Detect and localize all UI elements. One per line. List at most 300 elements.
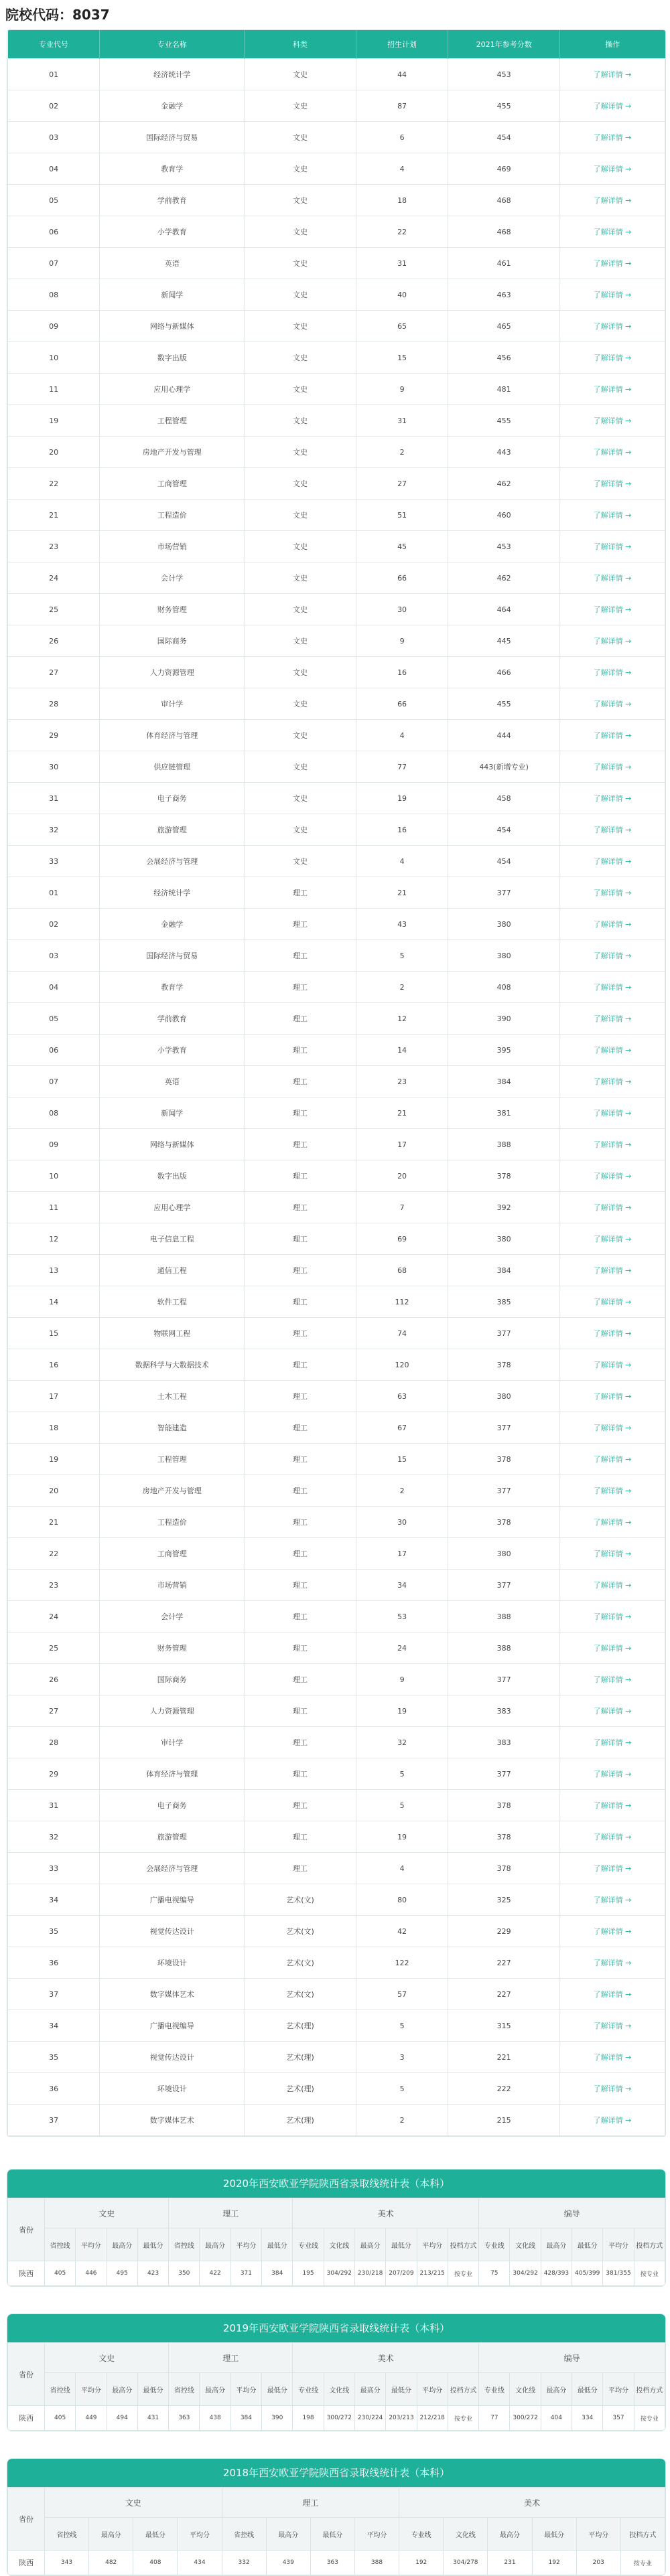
plan-count-cell: 77 (356, 751, 448, 783)
score-value-cell: 332 (222, 2551, 266, 2575)
sub-header: 平均分 (417, 2228, 448, 2261)
major-name-cell: 视觉传达设计 (100, 2042, 245, 2073)
major-name-cell: 工程管理 (100, 405, 245, 437)
major-name-cell: 市场营销 (100, 531, 245, 562)
plan-count-cell: 6 (356, 122, 448, 153)
table-row (8, 2406, 665, 2431)
major-name-cell: 数字媒体艺术 (100, 2105, 245, 2136)
detail-link[interactable]: 了解详情 → (560, 1947, 665, 1979)
subject-type-cell: 理工 (245, 1664, 356, 1695)
major-code-cell: 32 (8, 814, 100, 846)
detail-link[interactable]: 了解详情 → (560, 153, 665, 185)
plan-count-cell: 44 (356, 59, 448, 90)
score-cell: 462 (448, 468, 560, 500)
major-name-cell: 广播电视编导 (100, 1884, 245, 1916)
score-value-cell: 300/272 (510, 2406, 541, 2431)
score-cell: 408 (448, 972, 560, 1003)
major-name-cell: 数字出版 (100, 342, 245, 374)
major-code-cell: 07 (8, 1066, 100, 1097)
major-name-cell: 视觉传达设计 (100, 1916, 245, 1947)
detail-link[interactable]: 了解详情 → (560, 1412, 665, 1444)
score-value-cell: 343 (45, 2551, 89, 2575)
score-value-cell: 405 (45, 2261, 76, 2286)
sub-header: 最低分 (572, 2228, 603, 2261)
score-cell: 388 (448, 1633, 560, 1664)
stat-table (7, 2487, 665, 2575)
detail-link[interactable]: 了解详情 → (560, 1318, 665, 1349)
table-row (8, 688, 665, 720)
major-name-cell: 应用心理学 (100, 374, 245, 405)
detail-link[interactable]: 了解详情 → (560, 657, 665, 688)
plan-count-cell: 9 (356, 625, 448, 657)
detail-link[interactable]: 了解详情 → (560, 783, 665, 814)
detail-link[interactable]: 了解详情 → (560, 1192, 665, 1223)
sub-header: 最低分 (572, 2373, 603, 2406)
detail-link[interactable]: 了解详情 → (560, 814, 665, 846)
table-row (8, 846, 665, 877)
detail-link[interactable]: 了解详情 → (560, 279, 665, 311)
score-value-cell: 230/218 (354, 2261, 385, 2286)
major-name-cell: 国际商务 (100, 625, 245, 657)
plan-count-cell: 5 (356, 940, 448, 972)
subject-type-cell: 文史 (245, 720, 356, 751)
sub-header: 专业线 (293, 2373, 324, 2406)
plan-count-cell: 34 (356, 1570, 448, 1601)
detail-link[interactable]: 了解详情 → (560, 185, 665, 216)
table-row (8, 1853, 665, 1884)
score-cell: 377 (448, 1758, 560, 1790)
score-cell: 384 (448, 1066, 560, 1097)
sub-header: 专业线 (479, 2373, 510, 2406)
major-code-cell: 23 (8, 1570, 100, 1601)
subject-type-cell: 理工 (245, 1160, 356, 1192)
group-header: 美术 (293, 2343, 479, 2373)
detail-link[interactable]: 了解详情 → (560, 909, 665, 940)
major-name-cell: 数据科学与大数据技术 (100, 1349, 245, 1381)
plan-count-cell: 69 (356, 1223, 448, 1255)
detail-link[interactable]: 了解详情 → (560, 940, 665, 972)
table-row (8, 374, 665, 405)
detail-link[interactable]: 了解详情 → (560, 751, 665, 783)
detail-link[interactable]: 了解详情 → (560, 1821, 665, 1853)
major-code-cell: 01 (8, 59, 100, 90)
detail-link[interactable]: 了解详情 → (560, 1758, 665, 1790)
province-cell: 陕西 (8, 2406, 45, 2431)
subject-type-cell: 文史 (245, 594, 356, 625)
detail-link[interactable]: 了解详情 → (560, 437, 665, 468)
subject-type-cell: 文史 (245, 500, 356, 531)
major-name-cell: 体育经济与管理 (100, 1758, 245, 1790)
plan-count-cell: 4 (356, 1853, 448, 1884)
subject-type-cell: 文史 (245, 59, 356, 90)
subject-type-cell: 文史 (245, 216, 356, 248)
major-name-cell: 经济统计学 (100, 59, 245, 90)
major-name-cell: 软件工程 (100, 1286, 245, 1318)
plan-count-cell: 4 (356, 153, 448, 185)
detail-link[interactable]: 了解详情 → (560, 1664, 665, 1695)
detail-link[interactable]: 了解详情 → (560, 846, 665, 877)
score-cell: 464 (448, 594, 560, 625)
sub-header: 最高分 (89, 2518, 133, 2551)
score-value-cell: 207/209 (386, 2261, 417, 2286)
group-header: 美术 (399, 2488, 665, 2518)
subject-type-cell: 文史 (245, 783, 356, 814)
table-row (8, 1916, 665, 1947)
stat-table-2020 (7, 2169, 666, 2287)
major-name-cell: 国际经济与贸易 (100, 122, 245, 153)
score-value-cell: 423 (137, 2261, 168, 2286)
sub-header: 最高分 (354, 2228, 385, 2261)
detail-link[interactable]: 了解详情 → (560, 1097, 665, 1129)
detail-link[interactable]: 了解详情 → (560, 1695, 665, 1727)
table-row (8, 1884, 665, 1916)
score-value-cell: 203/213 (386, 2406, 417, 2431)
score-value-cell: 230/224 (354, 2406, 385, 2431)
detail-link[interactable]: 了解详情 → (560, 1916, 665, 1947)
detail-link[interactable]: 了解详情 → (560, 877, 665, 909)
major-code-cell: 35 (8, 1916, 100, 1947)
subject-type-cell: 理工 (245, 1475, 356, 1507)
subject-type-cell: 艺术(文) (245, 1884, 356, 1916)
plan-count-cell: 15 (356, 342, 448, 374)
subject-type-cell: 文史 (245, 468, 356, 500)
table-row (8, 59, 665, 90)
detail-link[interactable]: 了解详情 → (560, 1129, 665, 1160)
sub-header: 平均分 (230, 2228, 261, 2261)
plan-count-cell: 43 (356, 909, 448, 940)
plan-count-cell: 122 (356, 1947, 448, 1979)
detail-link[interactable]: 了解详情 → (560, 2010, 665, 2042)
major-name-cell: 工商管理 (100, 1538, 245, 1570)
sub-header: 投档方式 (448, 2373, 478, 2406)
table-row (8, 1538, 665, 1570)
detail-link[interactable]: 了解详情 → (560, 500, 665, 531)
detail-link[interactable]: 了解详情 → (560, 1507, 665, 1538)
detail-link[interactable]: 了解详情 → (560, 1538, 665, 1570)
table-row (8, 1821, 665, 1853)
plan-count-cell: 2 (356, 437, 448, 468)
table-row (8, 594, 665, 625)
plan-count-cell: 30 (356, 594, 448, 625)
plan-count-cell: 80 (356, 1884, 448, 1916)
subject-type-cell: 理工 (245, 1318, 356, 1349)
table-row (8, 342, 665, 374)
major-code-cell: 34 (8, 2010, 100, 2042)
detail-link[interactable]: 了解详情 → (560, 1223, 665, 1255)
score-value-cell: 384 (230, 2406, 261, 2431)
detail-link[interactable]: 了解详情 → (560, 972, 665, 1003)
subject-type-cell: 理工 (245, 1381, 356, 1412)
table-row (8, 657, 665, 688)
score-value-cell: 按专业 (620, 2551, 665, 2575)
major-name-cell: 财务管理 (100, 594, 245, 625)
subject-type-cell: 理工 (245, 1633, 356, 1664)
detail-link[interactable]: 了解详情 → (560, 1884, 665, 1916)
detail-link[interactable]: 了解详情 → (560, 1853, 665, 1884)
score-cell: 454 (448, 846, 560, 877)
major-code-cell: 31 (8, 1790, 100, 1821)
stat-table (7, 2342, 665, 2431)
table-row (8, 1223, 665, 1255)
score-cell: 378 (448, 1444, 560, 1475)
stat-table (7, 2198, 665, 2286)
score-value-cell: 381/355 (603, 2261, 634, 2286)
detail-link[interactable]: 了解详情 → (560, 688, 665, 720)
table-row (8, 1066, 665, 1097)
score-cell: 380 (448, 940, 560, 972)
major-code-cell: 18 (8, 1412, 100, 1444)
plan-count-cell: 22 (356, 216, 448, 248)
detail-link[interactable]: 了解详情 → (560, 1601, 665, 1633)
subject-type-cell: 理工 (245, 1695, 356, 1727)
subject-type-cell: 理工 (245, 1444, 356, 1475)
plan-count-cell: 4 (356, 720, 448, 751)
major-code-cell: 19 (8, 1444, 100, 1475)
subject-type-cell: 文史 (245, 185, 356, 216)
detail-link[interactable]: 了解详情 → (560, 90, 665, 122)
detail-link[interactable]: 了解详情 → (560, 1444, 665, 1475)
detail-link[interactable]: 了解详情 → (560, 468, 665, 500)
score-value-cell: 357 (603, 2406, 634, 2431)
table-row (8, 2551, 665, 2575)
score-value-cell: 按专业 (448, 2406, 478, 2431)
sub-header: 最低分 (386, 2228, 417, 2261)
province-header: 省份 (8, 2488, 45, 2551)
sub-header: 平均分 (178, 2518, 222, 2551)
sub-header: 最低分 (310, 2518, 354, 2551)
score-value-cell: 198 (293, 2406, 324, 2431)
detail-link[interactable]: 了解详情 → (560, 1066, 665, 1097)
group-header: 理工 (222, 2488, 399, 2518)
detail-link[interactable]: 了解详情 → (560, 122, 665, 153)
score-cell: 383 (448, 1727, 560, 1758)
major-code-cell: 14 (8, 1286, 100, 1318)
major-code-cell: 13 (8, 1255, 100, 1286)
plan-count-cell: 67 (356, 1412, 448, 1444)
score-value-cell: 363 (169, 2406, 200, 2431)
major-name-cell: 人力资源管理 (100, 1695, 245, 1727)
major-code-cell: 24 (8, 562, 100, 594)
plan-count-cell: 24 (356, 1633, 448, 1664)
score-value-cell: 213/215 (417, 2261, 448, 2286)
score-value-cell: 334 (572, 2406, 603, 2431)
detail-link[interactable]: 了解详情 → (560, 2042, 665, 2073)
plan-count-cell: 5 (356, 1790, 448, 1821)
sub-header: 最低分 (137, 2373, 168, 2406)
subject-type-cell: 艺术(理) (245, 2042, 356, 2073)
major-code-cell: 34 (8, 1884, 100, 1916)
plan-count-cell: 45 (356, 531, 448, 562)
detail-link[interactable]: 了解详情 → (560, 1633, 665, 1664)
score-cell: 444 (448, 720, 560, 751)
score-value-cell: 405/399 (572, 2261, 603, 2286)
score-cell: 458 (448, 783, 560, 814)
detail-link[interactable]: 了解详情 → (560, 59, 665, 90)
major-name-cell: 物联网工程 (100, 1318, 245, 1349)
table-row (8, 751, 665, 783)
table-row (8, 1160, 665, 1192)
plan-count-cell: 2 (356, 972, 448, 1003)
detail-link[interactable]: 了解详情 → (560, 1035, 665, 1066)
score-value-cell: 449 (76, 2406, 107, 2431)
subject-type-cell: 艺术(文) (245, 1947, 356, 1979)
subject-type-cell: 文史 (245, 374, 356, 405)
header-subject-type: 科类 (245, 30, 356, 59)
score-value-cell: 300/272 (324, 2406, 354, 2431)
score-value-cell: 按专业 (634, 2261, 665, 2286)
province-cell: 陕西 (8, 2551, 45, 2575)
score-cell: 455 (448, 90, 560, 122)
table-row (8, 1412, 665, 1444)
detail-link[interactable]: 了解详情 → (560, 1003, 665, 1035)
score-cell: 227 (448, 1947, 560, 1979)
major-name-cell: 体育经济与管理 (100, 720, 245, 751)
major-name-cell: 金融学 (100, 909, 245, 940)
score-cell: 468 (448, 216, 560, 248)
detail-link[interactable]: 了解详情 → (560, 1286, 665, 1318)
sub-header: 最高分 (200, 2373, 230, 2406)
detail-link[interactable]: 了解详情 → (560, 1255, 665, 1286)
score-cell: 460 (448, 500, 560, 531)
score-value-cell: 384 (262, 2261, 293, 2286)
sub-header: 专业线 (479, 2228, 510, 2261)
detail-link[interactable]: 了解详情 → (560, 720, 665, 751)
table-row (8, 1318, 665, 1349)
major-name-cell: 会计学 (100, 1601, 245, 1633)
table-row (8, 1507, 665, 1538)
subject-type-cell: 理工 (245, 1286, 356, 1318)
sub-header: 平均分 (76, 2228, 107, 2261)
subject-type-cell: 文史 (245, 814, 356, 846)
major-name-cell: 国际商务 (100, 1664, 245, 1695)
plan-count-cell: 5 (356, 2073, 448, 2105)
detail-link[interactable]: 了解详情 → (560, 216, 665, 248)
detail-link[interactable]: 了解详情 → (560, 1349, 665, 1381)
table-row (8, 185, 665, 216)
major-table (7, 30, 665, 2136)
major-name-cell: 房地产开发与管理 (100, 437, 245, 468)
table-row (8, 1601, 665, 1633)
major-name-cell: 数字媒体艺术 (100, 1979, 245, 2010)
detail-link[interactable]: 了解详情 → (560, 1790, 665, 1821)
detail-link[interactable]: 了解详情 → (560, 1475, 665, 1507)
major-code-cell: 11 (8, 374, 100, 405)
detail-link[interactable]: 了解详情 → (560, 1570, 665, 1601)
subject-type-cell: 理工 (245, 1570, 356, 1601)
plan-count-cell: 66 (356, 688, 448, 720)
sub-header: 平均分 (417, 2373, 448, 2406)
score-value-cell: 363 (310, 2551, 354, 2575)
detail-link[interactable]: 了解详情 → (560, 374, 665, 405)
table-row (8, 1758, 665, 1790)
score-cell: 454 (448, 122, 560, 153)
score-value-cell: 按专业 (448, 2261, 478, 2286)
detail-link[interactable]: 了解详情 → (560, 311, 665, 342)
subject-type-cell: 文史 (245, 657, 356, 688)
score-value-cell: 439 (266, 2551, 310, 2575)
table-row (8, 940, 665, 972)
plan-count-cell: 12 (356, 1003, 448, 1035)
table-row (8, 437, 665, 468)
detail-link[interactable]: 了解详情 → (560, 342, 665, 374)
detail-link[interactable]: 了解详情 → (560, 1727, 665, 1758)
group-header: 编导 (479, 2343, 665, 2373)
major-name-cell: 学前教育 (100, 1003, 245, 1035)
plan-count-cell: 74 (356, 1318, 448, 1349)
score-cell: 227 (448, 1979, 560, 2010)
major-name-cell: 新闻学 (100, 1097, 245, 1129)
sub-header: 专业线 (293, 2228, 324, 2261)
score-cell: 221 (448, 2042, 560, 2073)
subject-type-cell: 艺术(理) (245, 2010, 356, 2042)
table-row (8, 216, 665, 248)
score-value-cell: 390 (262, 2406, 293, 2431)
score-value-cell: 371 (230, 2261, 261, 2286)
score-value-cell: 77 (479, 2406, 510, 2431)
detail-link[interactable]: 了解详情 → (560, 562, 665, 594)
table-row (8, 531, 665, 562)
detail-link[interactable]: 了解详情 → (560, 1160, 665, 1192)
major-code-cell: 15 (8, 1318, 100, 1349)
score-value-cell: 212/218 (417, 2406, 448, 2431)
subject-type-cell: 文史 (245, 153, 356, 185)
major-code-cell: 29 (8, 720, 100, 751)
sub-header: 平均分 (576, 2518, 620, 2551)
detail-link[interactable]: 了解详情 → (560, 2105, 665, 2136)
province-cell: 陕西 (8, 2261, 45, 2286)
detail-link[interactable]: 了解详情 → (560, 1979, 665, 2010)
detail-link[interactable]: 了解详情 → (560, 2073, 665, 2105)
detail-link[interactable]: 了解详情 → (560, 405, 665, 437)
score-value-cell: 304/292 (510, 2261, 541, 2286)
major-name-cell: 应用心理学 (100, 1192, 245, 1223)
subject-type-cell: 理工 (245, 1129, 356, 1160)
detail-link[interactable]: 了解详情 → (560, 625, 665, 657)
major-code-cell: 36 (8, 1947, 100, 1979)
plan-count-cell: 16 (356, 657, 448, 688)
major-name-cell: 电子商务 (100, 1790, 245, 1821)
score-cell: 461 (448, 248, 560, 279)
plan-count-cell: 42 (356, 1916, 448, 1947)
major-code-cell: 36 (8, 2073, 100, 2105)
subject-type-cell: 文史 (245, 437, 356, 468)
group-header: 文史 (45, 2488, 222, 2518)
score-cell: 378 (448, 1821, 560, 1853)
plan-count-cell: 19 (356, 1695, 448, 1727)
plan-count-cell: 66 (356, 562, 448, 594)
detail-link[interactable]: 了解详情 → (560, 531, 665, 562)
table-row (8, 1475, 665, 1507)
table-row (8, 1349, 665, 1381)
major-name-cell: 电子信息工程 (100, 1223, 245, 1255)
score-cell: 380 (448, 909, 560, 940)
subject-type-cell: 理工 (245, 1035, 356, 1066)
detail-link[interactable]: 了解详情 → (560, 1381, 665, 1412)
score-cell: 463 (448, 279, 560, 311)
major-code-cell: 09 (8, 311, 100, 342)
table-row (8, 2073, 665, 2105)
detail-link[interactable]: 了解详情 → (560, 248, 665, 279)
stat-table-2019 (7, 2314, 666, 2431)
table-row (8, 1979, 665, 2010)
table-row (8, 783, 665, 814)
major-table-header (8, 30, 665, 59)
subject-type-cell: 理工 (245, 940, 356, 972)
detail-link[interactable]: 了解详情 → (560, 594, 665, 625)
plan-count-cell: 27 (356, 468, 448, 500)
major-code-cell: 29 (8, 1758, 100, 1790)
major-name-cell: 英语 (100, 248, 245, 279)
